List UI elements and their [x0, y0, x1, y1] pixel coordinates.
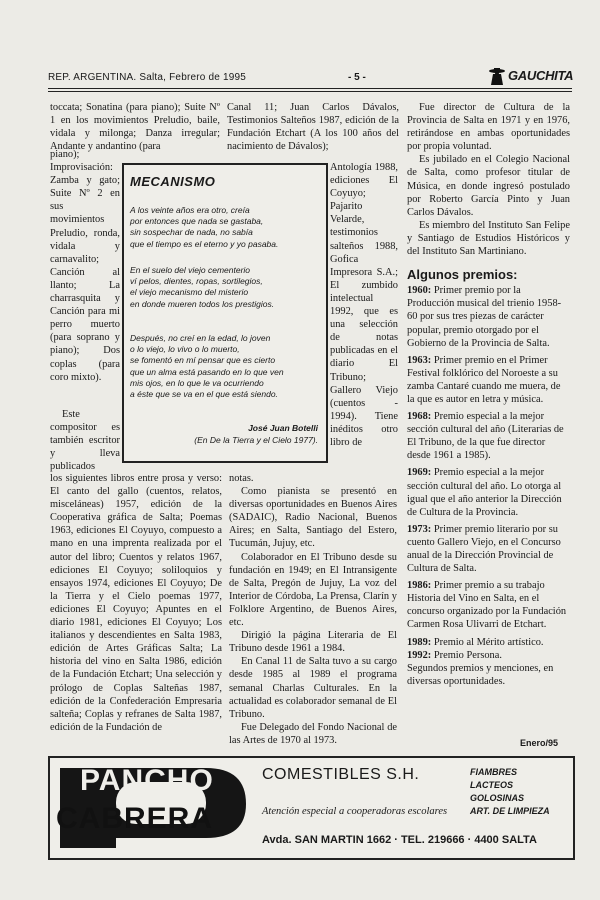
- premio-item: 1989: Premio al Mérito artístico.: [407, 636, 544, 648]
- header-rule-bottom: [48, 91, 572, 92]
- col2-top-text: Canal 11; Juan Carlos Dávalos, Testimonios Salteños 1987, edición de la Fundación Etchart (A los 100 años del nacimiento de Dávalos);: [227, 102, 399, 153]
- premio-item: 1992: Premio Persona.: [407, 649, 502, 661]
- col1-top-text: toccata; Sonatina (para piano); Suite Nº 1 en los movimientos Preludio, baile, vidala y milonga; Danza irregular; Andante y andantino (para: [50, 102, 220, 153]
- signature-date: Enero/95: [520, 738, 559, 748]
- poem-stanza-2: En el suelo del viejo cementerio ví pelos, dientes, ropas, sortilegios, el viejo mecanismo del misterio en donde mueren todos los prestigios.: [130, 265, 275, 309]
- poem-stanza-1: A los veinte años era otro, creía por entonces que nada se gastaba, sin sospechar de nada, no sabía que el tiempo es el eterno y yo pasaba.: [130, 205, 279, 249]
- col2-low-text: notas. Como pianista se presentó en diversas oportunidades en Buenos Aires (SADAIC), Radio Nacional, Buenos Aires; en Salta, Santiago del Estero, Tucumán, Jujuy, etc. Colaborador en El Tribuno desde su fundación en 1949; en El Intransigente de Salta, Pregón de Jujuy, La voz del Interior de Córdoba, La Prensa, Clarín y Folklore Argentino, de Buenos Aires, etc. Dirigió la página Literaria de El Tribuno desde 1961 a 1984. En Canal 11 de Salta tuvo a su cargo desde 1985 al 1989 el programa semanal Charlas Culturales. En la actualidad es colaborador semanal de El Tribuno. Fue Delegado del Fondo Nacional de las Artes de 1970 al 1973.: [229, 473, 397, 746]
- page-header: [48, 66, 574, 88]
- premio-item: 1960: Primer premio por la Producción musical del trienio 1958-60 por sus tres piezas de carácter popular, premio otorgado por el Gobierno de la Provincia de Salta.: [407, 285, 562, 349]
- col1-low-text: los siguientes libros entre prosa y verso: El canto del gallo (cuentos, relatos, misceláneas) 1957, edición de la Cooperativa gráfica de Salta; Poemas 1963, ediciones El Coyuyo, compuesto a mano en una imprenta realizada por el autor del libro; Cuentos y relatos 1967, ediciones El Coyuyo; soliloquios y ensayos 1974, ediciones El Coyuyo; De la Tierra y el Cielo poemas 1977, ediciones El Coyuyo; Apuntes en el diario 1981, ediciones El Coyuyo; Los italianos y descendientes en Salta 1983, edición de Artes Gráficas Salta; La historia del vino en Salta 1986, edición de la Fundación Etchart; Una selección y prólogo de Coplas Salteñas 1987, edición de la Confederación Empresaria salteña; Coplas y refranes de Salta 1987, edición de la Fundación de: [50, 473, 222, 733]
- premio-item: 1963: Primer premio en el Primer Festival folklórico del Noroeste a su zamba Cantaré cuando me muera, de la que es autor en letra y música.: [407, 354, 561, 405]
- advertisement: [48, 756, 575, 860]
- col3-text: Fue director de Cultura de la Provincia de Salta en 1971 y en 1976, retirándose en ambas oportunidades por propia voluntad. Es jubilado en el Colegio Nacional de Salta, como profesor titular de Música, en donde ingresó postulado por Roberto García Pinto y Juan Carlos Dávalos. Es miembro del Instituto San Felipe y Santiago de Estudios Históricos y del Instituto San Martiniano. Algunos premios: 1960: Primer premio por la Producción musical del trienio 1958-60 por sus tres piezas de carácter popular, premio otorgado por el Gobierno de la Provincia de Salta. 1963: Primer premio en el Primer Festival folklórico del Noroeste a su zamba Cantaré cuando me muera, de la que es autor en letra y música. 1968: Premio especial a la mejor sección cultural del año (Literarias de El Tribuno, de la que fue director desde 1961 a 1985). 1969: Premio especial a la mejor sección cultural del año. Lo otorga al igual que el año anterior la Dirección de Cultura de la Provincia. 1973: Primer premio literario por su cuento Gallero Viejo, en el Concurso anual de la Dirección Provincial de Cultura de Salta. 1986: Primer premio a su trabajo Historia del Vino en Salta, en el concurso organizado por la Fundación Carmen Rosa Ulivarri de Etchart. 1989: Premio al Mérito artístico. 1992: Premio Persona. Segundos premios y menciones, en diversas oportunidades.: [407, 102, 570, 687]
- ad-slogan: Atención especial a cooperadoras escolares: [262, 806, 448, 817]
- ad-name-line2: CABRERA: [56, 802, 213, 835]
- poem-stanza-3: Después, no creí en la edad, lo joven o lo viejo, lo vivo o lo muerto, se fomentó en mí pensar que es cierto que un alma está pasando en lo que ven mis ojos, en lo que le va ocurriendo a éste que se va en el que está siendo.: [130, 333, 284, 400]
- header-dateline: REP. ARGENTINA. Salta, Febrero de 1995: [48, 72, 247, 83]
- logo-text: GAUCHITA: [508, 68, 574, 83]
- col1-narrow-text: piano); Improvisación: Zamba y gato; Suite Nº 2 en sus movimientos Preludio, ronda, vidala y carnavalito; Canción al llanto; La charrasquita y Canción para mi perro muerto (para soprano y piano); Dos coplas (para coro mixto).: [50, 149, 120, 383]
- premios-heading: Algunos premios:: [407, 267, 518, 283]
- ad-business-name: COMESTIBLES S.H.: [262, 766, 420, 783]
- premio-item: 1973: Primer premio literario por su cuento Gallero Viejo, en el Concurso anual de la Dirección Provincial de Cultura de Salta.: [407, 523, 561, 575]
- poem-box: [122, 163, 328, 463]
- ad-name-line1: PANCHO: [80, 764, 214, 797]
- gauchita-logo: [488, 66, 572, 86]
- col2-narrow-text: Antología 1988, ediciones El Coyuyo; Pajarito Velarde, testimonios salteños 1988, Gofica Impresora S.A.; El zumbido intelectual 1992, que es una selección de notas publicadas en el diario El Tribuno; Gallero Viejo (cuentos - 1994). Tiene inéditos otro libro de: [330, 162, 398, 448]
- poem-source: (En De la Tierra y el Cielo 1977).: [194, 435, 318, 445]
- header-rule-top: [48, 88, 572, 89]
- gaucho-icon: [488, 66, 508, 86]
- poem-title: MECANISMO: [130, 174, 216, 189]
- premio-item: 1969: Premio especial a la mejor sección cultural del año. Lo otorga al igual que el año anterior la Dirección de Cultura de la Provincia.: [407, 467, 562, 518]
- ad-products-list: FIAMBRES LACTEOS GOLOSINAS ART. DE LIMPIEZA: [470, 767, 550, 816]
- page-number: - 5 -: [348, 72, 366, 83]
- col1-mid-text: Este compositor es también escritor y lleva publicados: [50, 409, 120, 473]
- premios-closing: Segundos premios y menciones, en diversas oportunidades.: [407, 662, 554, 687]
- premio-item: 1986: Primer premio a su trabajo Historia del Vino en Salta, en el concurso organizado por la Fundación Carmen Rosa Ulivarri de Etchart.: [407, 580, 567, 631]
- poem-author: José Juan Botelli: [248, 423, 318, 433]
- ad-address: Avda. SAN MARTIN 1662 · TEL. 219666 · 4400 SALTA: [262, 834, 537, 846]
- premio-item: 1968: Premio especial a la mejor sección cultural del año (Literarias de El Tribuno, de la que fue director desde 1961 a 1985).: [407, 411, 564, 462]
